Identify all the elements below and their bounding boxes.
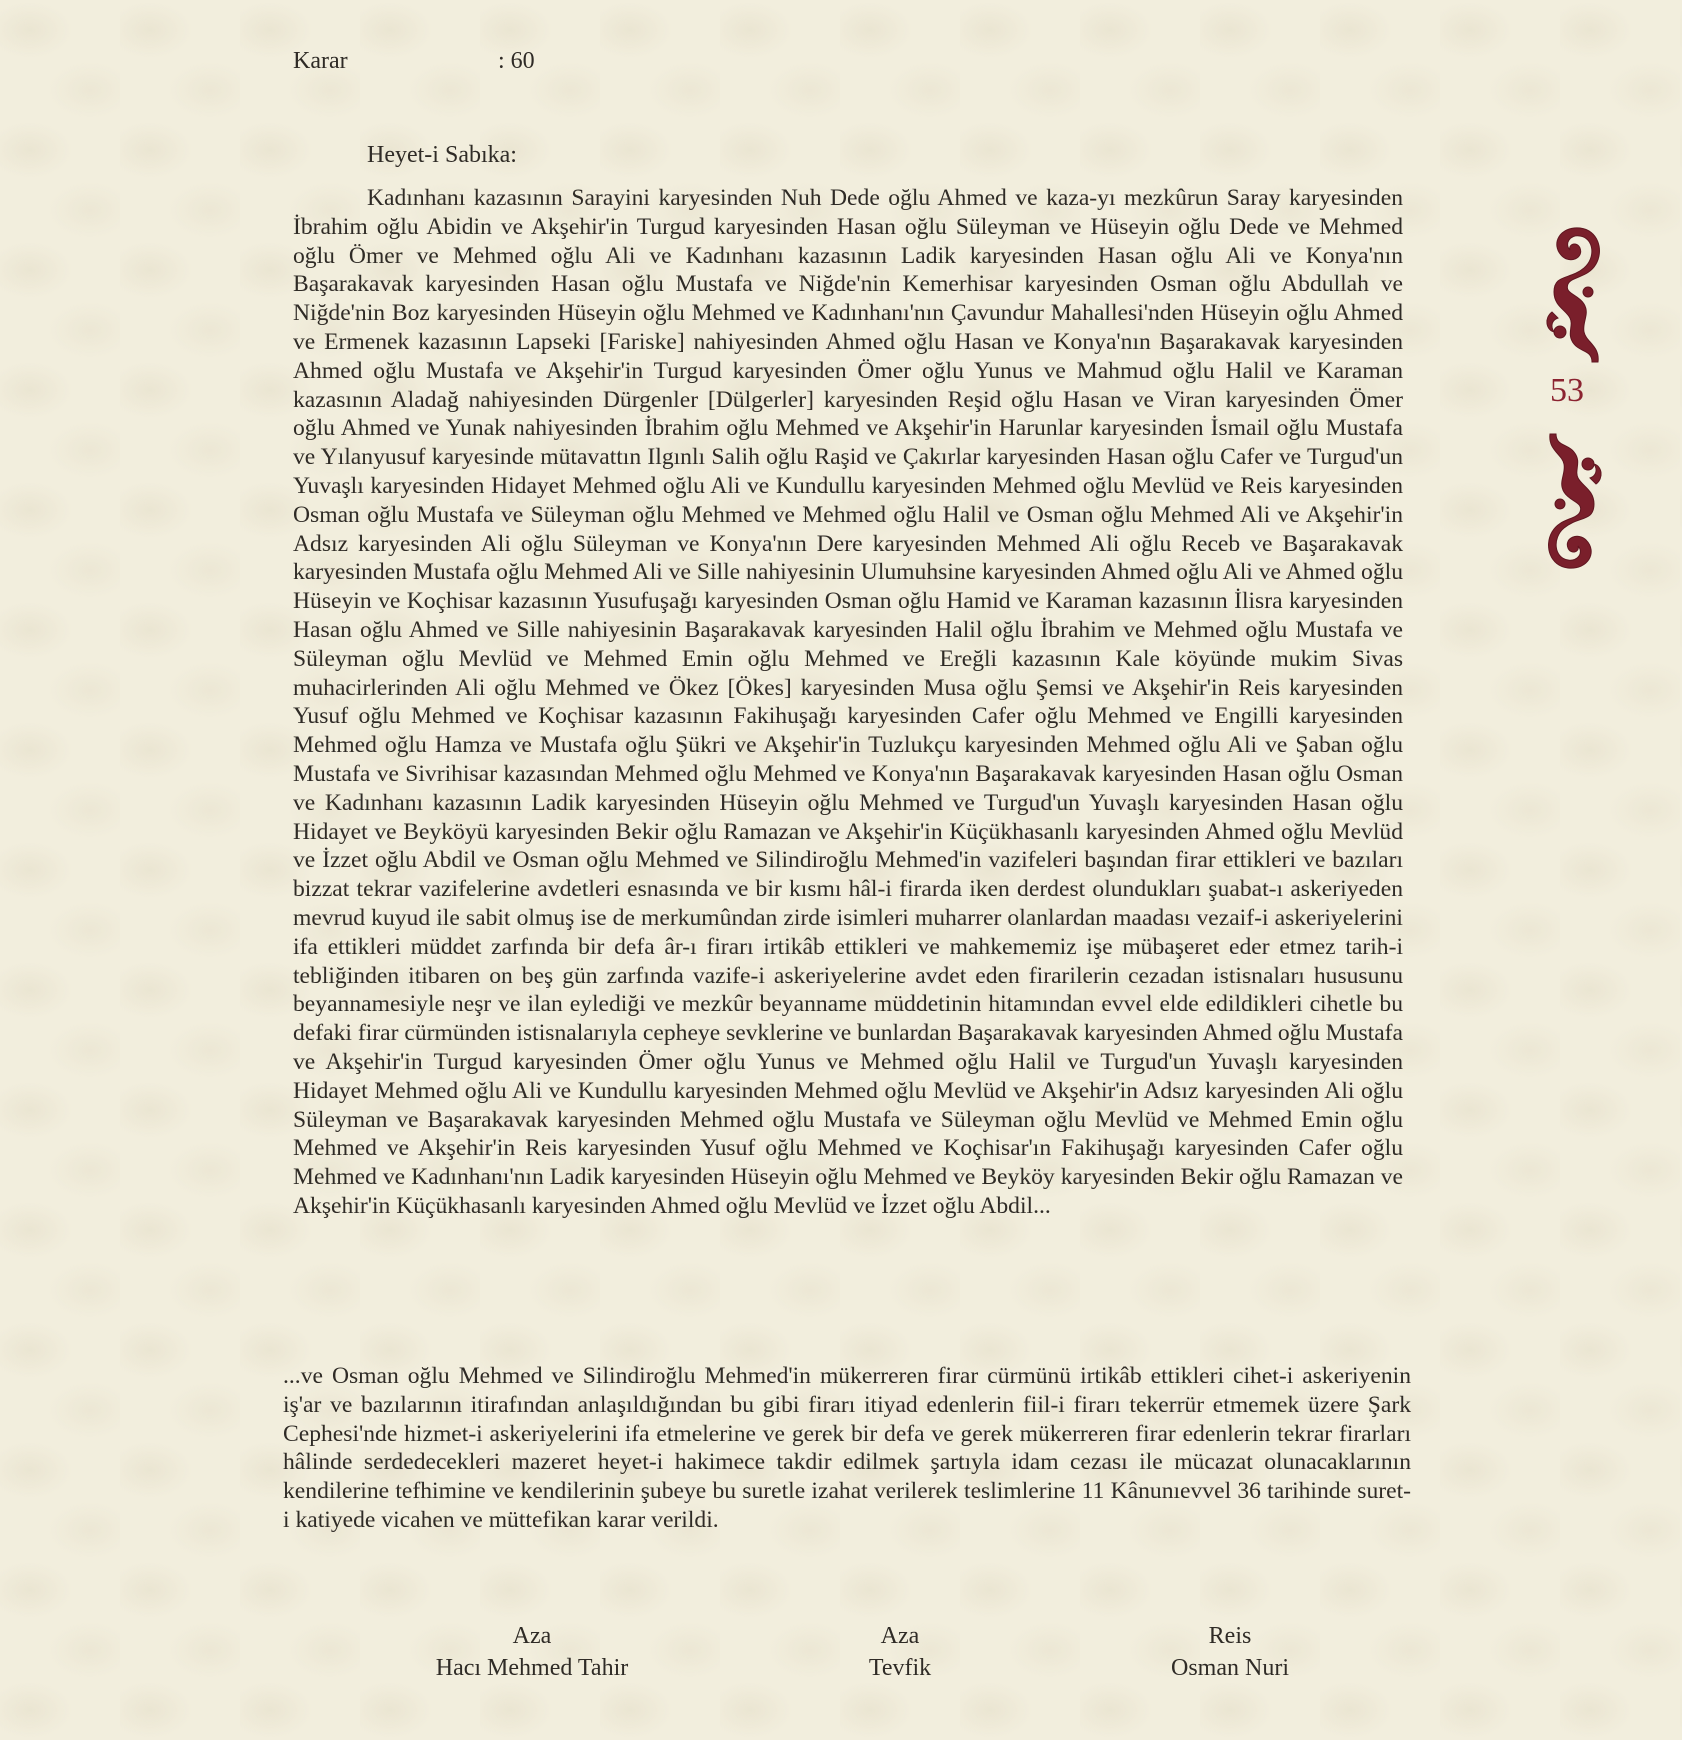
signature-role: Reis (1208, 1623, 1252, 1649)
decision-label: Karar (293, 48, 348, 74)
decision-reference (293, 48, 535, 75)
signature-role: Aza (512, 1623, 552, 1649)
section-heading: Heyet-i Sabıka: (367, 142, 517, 168)
conclusion-paragraph: ...ve Osman oğlu Mehmed ve Silindiroğlu Mehmed'in mükerreren firar cürmünü irtikâb ettikleri cihet-i askeriyenin iş'ar ve bazılarının itirafından anlaşıldığından bu gibi firarı itiyad edenlerin fiil-i firarı tekerrür etmemek üzere Şark Cephesi'nde hizmet-i askeriyelerini ifa etmelerine ve gerek bir defa ve gerek mükerreren firar edenlerin tekrar firarları hâlinde serdedecekleri mazeret heyet-i hakimece takdir edilmek şartıyla idam cezası ile mücazat olunacaklarının kendilerine tefhimine ve kendilerinin şubeye bu suretle izahat verilerek teslimlerine 11 Kânunıevvel 36 tarihinde suret-i katiyede vicahen ve müttefikan karar verildi. (283, 1363, 1411, 1533)
body-paragraph: Kadınhanı kazasının Sarayini karyesinden Nuh Dede oğlu Ahmed ve kaza-yı mezkûrun Saray karyesinden İbrahim oğlu Abidin ve Akşehir'in Turgud karyesinden Hasan oğlu Süleyman ve Hüseyin oğlu Dede ve Mehmed oğlu Ömer ve Mehmed oğlu Ali ve Kadınhanı kazasının Ladik karyesinden Hasan oğlu Ali ve Konya'nın Başarakavak karyesinden Hasan oğlu Mustafa ve Niğde'nin Kemerhisar karyesinden Osman oğlu Abdullah ve Niğde'nin Boz karyesinden Hüseyin oğlu Mehmed ve Kadınhanı'nın Çavundur Mahallesi'nden Hüseyin oğlu Ahmed ve Ermenek kazasının Lapseki [Fariske] nahiyesinden Ahmed oğlu Hasan ve Konya'nın Başarakavak karyesinden Ahmed oğlu Mustafa ve Akşehir'in Turgud karyesinden Ömer oğlu Yunus ve Mahmud oğlu Halil ve Karaman kazasının Aladağ nahiyesinden Dürgenler [Dülgerler] karyesinden Reşid oğlu Hasan ve Viran karyesinden Ömer oğlu Ahmed ve Yunak nahiyesinden İbrahim oğlu Mehmed ve Akşehir'in Harunlar karyesinden İsmail oğlu Mustafa ve Yılanyusuf karyesinde mütavattın Ilgınlı Salih oğlu Raşid ve Çakırlar karyesinden Hasan oğlu Cafer ve Turgud'un Yuvaşlı karyesinden Hidayet Mehmed oğlu Ali ve Kundullu karyesinden Mehmed oğlu Mevlüd ve Reis karyesinden Osman oğlu Mustafa ve Süleyman oğlu Mehmed ve Mehmed oğlu Halil ve Osman oğlu Mehmed Ali ve Akşehir'in Adsız karyesinden Ali oğlu Süleyman ve Konya'nın Dere karyesinden Mehmed Ali oğlu Receb ve Başarakavak karyesinden Mustafa oğlu Mehmed Ali ve Sille nahiyesinin Ulumuhsine karyesinden Ahmed oğlu Ali ve Ahmed oğlu Hüseyin ve Koçhisar kazasının Yusufuşağı karyesinden Osman oğlu Hamid ve Karaman kazasının İlisra karyesinden Hasan oğlu Ahmed ve Sille nahiyesinin Başarakavak karyesinden Halil oğlu İbrahim ve Mehmed oğlu Mustafa ve Süleyman oğlu Mevlüd ve Mehmed Emin oğlu Mehmed ve Ereğli kazasının Kale köyünde mukim Sivas muhacirlerinden Ali oğlu Mehmed ve Ökez [Ökes] karyesinden Musa oğlu Şemsi ve Akşehir'in Reis karyesinden Yusuf oğlu Mehmed ve Koçhisar kazasının Fakihuşağı karyesinden Cafer oğlu Mehmed ve Engilli karyesinden Mehmed oğlu Hamza ve Mustafa oğlu Şükri ve Akşehir'in Tuzlukçu karyesinden Mehmed oğlu Ali ve Şaban oğlu Mustafa ve Sivrihisar kazasından Mehmed oğlu Mehmed ve Konya'nın Başarakavak karyesinden Hasan oğlu Osman ve Kadınhanı kazasının Ladik karyesinden Hüseyin oğlu Mehmed ve Turgud'un Yuvaşlı karyesinden Hasan oğlu Hidayet ve Beyköyü karyesinden Bekir oğlu Ramazan ve Akşehir'in Küçükhasanlı karyesinden Ahmed oğlu Mevlüd ve İzzet oğlu Abdil ve Osman oğlu Mehmed ve Silindiroğlu Mehmed'in vazifeleri başından firar ettikleri ve bazıları bizzat tekrar vazifelerine avdetleri esnasında ve bir kısmı hâl-i firarda iken derdest olundukları şuabat-ı askeriyeden mevrud kuyud ile sabit olmuş ise de merkumûndan zirde isimleri muharrer olanlardan maadası vezaif-i askeriyelerini ifa ettikleri müddet zarfında bir defa âr-ı firarı irtikâb ettikleri ve mahkememiz işe mübaşeret eder etmez tarih-i tebliğinden itibaren on beş gün zarfında vazife-i askeriyelerine avdet eden firarilerin cezadan istisnaları hususunu beyannamesiyle neşr ve ilan eylediği ve mezkûr beyanname müddetinin hitamından evvel elde edildikleri cihetle bu defaki firar cürmünden istisnalarıyla cepheye sevklerine ve bunlardan Başarakavak karyesinden Ahmed oğlu Mustafa ve Akşehir'in Turgud karyesinden Ömer oğlu Yunus ve Mehmed oğlu Halil ve Turgud'un Yuvaşlı karyesinden Hidayet Mehmed oğlu Ali ve Kundullu karyesinden Mehmed oğlu Mevlüd ve Akşehir'in Adsız karyesinden Ali oğlu Süleyman ve Başarakavak karyesinden Mehmed oğlu Mustafa ve Süleyman oğlu Mevlüd ve Mehmed Emin oğlu Mehmed ve Akşehir'in Reis karyesinden Yusuf oğlu Mehmed ve Koçhisar'ın Fakihuşağı karyesinden Cafer oğlu Mehmed ve Kadınhanı'nın Ladik karyesinden Hüseyin oğlu Mehmed ve Beyköy karyesinden Bekir oğlu Ramazan ve Akşehir'in Küçükhasanlı karyesinden Ahmed oğlu Mevlüd ve İzzet oğlu Abdil... (293, 185, 1403, 1219)
signature-name: Tevfik (868, 1655, 932, 1681)
signature-name: Osman Nuri (1171, 1655, 1289, 1681)
scroll-ornament-icon (1540, 222, 1608, 368)
signature-role: Aza (880, 1623, 920, 1649)
signature-member-1 (412, 1620, 652, 1684)
signature-president (1140, 1620, 1320, 1684)
signature-name: Hacı Mehmed Tahir (435, 1655, 629, 1681)
signature-member-2 (820, 1620, 980, 1684)
page-number: 53 (1550, 372, 1584, 409)
scroll-ornament-icon (1540, 428, 1608, 574)
decision-number: : 60 (498, 48, 535, 74)
